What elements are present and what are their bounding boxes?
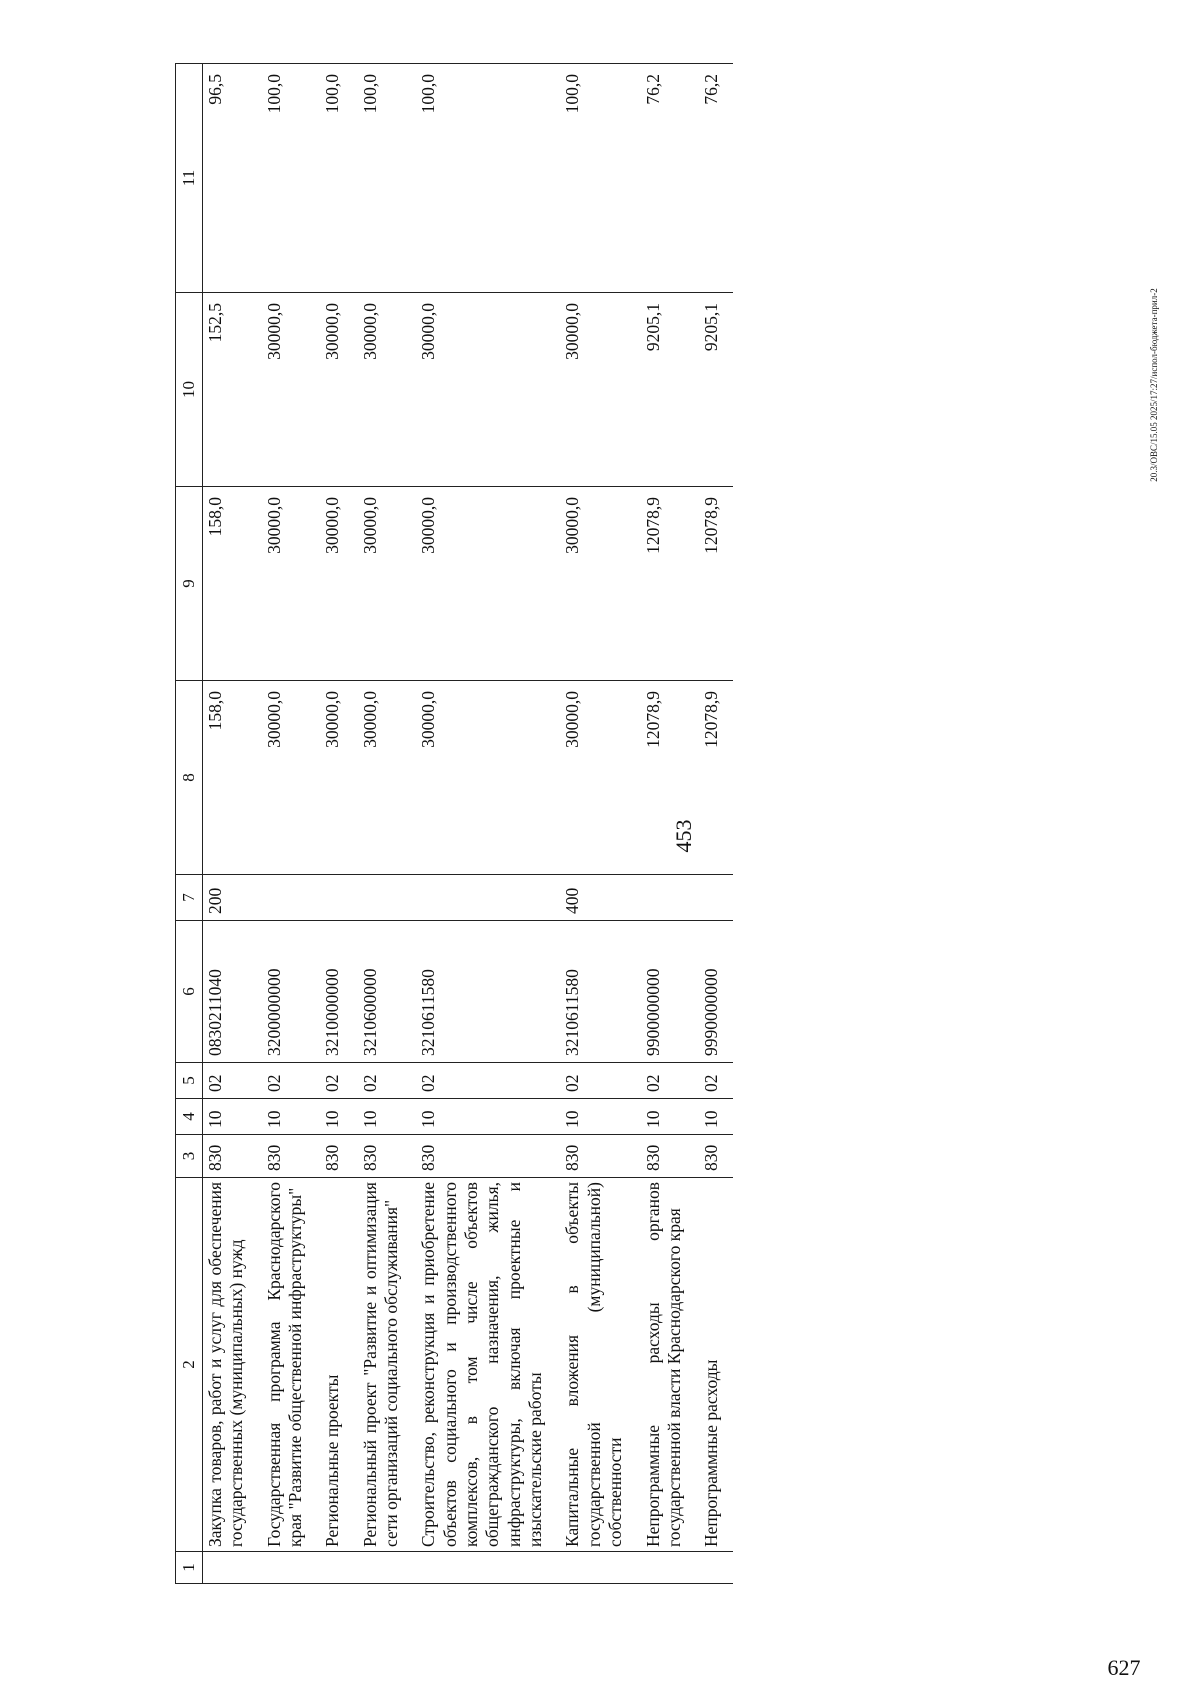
table-cell-col-8: 30000,0 (316, 681, 353, 875)
table-cell-col-5: 02 (316, 1063, 353, 1099)
table-header-row (176, 64, 203, 1584)
table-cell-col-9: 30000,0 (354, 487, 413, 681)
table-cell-col-1 (637, 1552, 696, 1584)
table-cell-col-10: 30000,0 (354, 293, 413, 487)
table-row (556, 64, 636, 1584)
table-cell-col-2: Государственная программа Краснодарского края "Развитие общественной инфраструктуры" (258, 1178, 317, 1552)
table-cell-col-5: 02 (354, 1063, 413, 1099)
table-cell-col-11: 100,0 (316, 64, 353, 293)
table-cell-col-6: 3210611580 (556, 921, 636, 1063)
table-cell-col-4: 10 (258, 1099, 317, 1135)
table-cell-col-11: 96,5 (203, 64, 258, 293)
table-cell-col-4: 10 (316, 1099, 353, 1135)
table-cell-col-7 (316, 875, 353, 921)
table-cell-col-7 (258, 875, 317, 921)
table-cell-col-8: 12078,9 (637, 681, 696, 875)
table-cell-col-4: 10 (637, 1099, 696, 1135)
table-cell-col-5: 02 (258, 1063, 317, 1099)
table-cell-col-3: 830 (203, 1135, 258, 1178)
table-cell-col-2: Строительство, реконструкция и приобретение объектов социального и производственного комплексов, в том числе объектов общегражданского назначения, жилья, инфраструктуры, включая проектные и изыскательские работы (412, 1178, 556, 1552)
table-cell-col-7 (412, 875, 556, 921)
table-cell-col-3: 830 (695, 1135, 732, 1178)
table-cell-col-4: 10 (695, 1099, 732, 1135)
table-cell-col-10: 30000,0 (412, 293, 556, 487)
table-cell-col-5: 02 (695, 1063, 732, 1099)
table-row (258, 64, 317, 1584)
table-cell-col-9: 30000,0 (258, 487, 317, 681)
table-cell-col-8: 30000,0 (412, 681, 556, 875)
column-header-6: 6 (176, 921, 203, 1063)
column-header-1: 1 (176, 1552, 203, 1584)
table-cell-col-1 (412, 1552, 556, 1584)
table-row (316, 64, 353, 1584)
table-cell-col-11: 100,0 (354, 64, 413, 293)
table-cell-col-9: 12078,9 (637, 487, 696, 681)
table-cell-col-7 (695, 875, 732, 921)
table-row (354, 64, 413, 1584)
table-cell-col-2: Непрограммные расходы органов государственной власти Краснодарского края (637, 1178, 696, 1552)
table-cell-col-1 (556, 1552, 636, 1584)
table-cell-col-4: 10 (556, 1099, 636, 1135)
column-header-4: 4 (176, 1099, 203, 1135)
table-row (412, 64, 556, 1584)
table-cell-col-1 (354, 1552, 413, 1584)
column-header-8: 8 (176, 681, 203, 875)
table-cell-col-6: 0830211040 (203, 921, 258, 1063)
table-cell-col-3: 830 (258, 1135, 317, 1178)
table-cell-col-3: 830 (354, 1135, 413, 1178)
table-cell-col-2: Региональные проекты (316, 1178, 353, 1552)
page-number-bottom: 627 (1107, 1655, 1141, 1680)
table-cell-col-7 (637, 875, 696, 921)
table-cell-col-4: 10 (203, 1099, 258, 1135)
table-cell-col-8: 30000,0 (556, 681, 636, 875)
table-cell-col-2: Региональный проект "Развитие и оптимизация сети организаций социального обслуживания" (354, 1178, 413, 1552)
table-cell-col-3: 830 (316, 1135, 353, 1178)
budget-table (175, 63, 733, 1584)
table-cell-col-10: 9205,1 (637, 293, 696, 487)
table-cell-col-6: 9990000000 (695, 921, 732, 1063)
table-cell-col-10: 30000,0 (258, 293, 317, 487)
table-cell-col-8: 30000,0 (258, 681, 317, 875)
table-cell-col-1 (316, 1552, 353, 1584)
table-cell-col-4: 10 (412, 1099, 556, 1135)
table-cell-col-9: 30000,0 (556, 487, 636, 681)
budget-table-container (175, 64, 1075, 1584)
column-header-2: 2 (176, 1178, 203, 1552)
table-cell-col-1 (203, 1552, 258, 1584)
table-cell-col-6: 3210000000 (316, 921, 353, 1063)
table-cell-col-6: 3200000000 (258, 921, 317, 1063)
table-cell-col-11: 100,0 (556, 64, 636, 293)
column-header-3: 3 (176, 1135, 203, 1178)
table-cell-col-5: 02 (203, 1063, 258, 1099)
table-cell-col-10: 30000,0 (316, 293, 353, 487)
table-row (637, 64, 696, 1584)
column-header-5: 5 (176, 1063, 203, 1099)
table-cell-col-1 (258, 1552, 317, 1584)
column-header-9: 9 (176, 487, 203, 681)
footer-document-code: 20.3/ОВС/15.05 2025/17:27/испол-бюджета-прил-2 (1149, 288, 1159, 482)
table-cell-col-7 (354, 875, 413, 921)
table-cell-col-9: 30000,0 (316, 487, 353, 681)
table-cell-col-3: 830 (637, 1135, 696, 1178)
table-cell-col-6: 3210611580 (412, 921, 556, 1063)
table-cell-col-2: Закупка товаров, работ и услуг для обеспечения государственных (муниципальных) нужд (203, 1178, 258, 1552)
table-cell-col-5: 02 (412, 1063, 556, 1099)
table-cell-col-3: 830 (412, 1135, 556, 1178)
table-cell-col-8: 158,0 (203, 681, 258, 875)
table-cell-col-4: 10 (354, 1099, 413, 1135)
column-header-11: 11 (176, 64, 203, 293)
table-cell-col-10: 30000,0 (556, 293, 636, 487)
table-cell-col-6: 9900000000 (637, 921, 696, 1063)
table-cell-col-9: 158,0 (203, 487, 258, 681)
table-cell-col-11: 100,0 (258, 64, 317, 293)
table-cell-col-9: 30000,0 (412, 487, 556, 681)
table-cell-col-10: 152,5 (203, 293, 258, 487)
page-number-top: 453 (671, 819, 696, 853)
table-cell-col-3: 830 (556, 1135, 636, 1178)
table-cell-col-8: 30000,0 (354, 681, 413, 875)
table-cell-col-7: 400 (556, 875, 636, 921)
table-cell-col-1 (695, 1552, 732, 1584)
table-cell-col-5: 02 (556, 1063, 636, 1099)
table-cell-col-8: 12078,9 (695, 681, 732, 875)
table-cell-col-5: 02 (637, 1063, 696, 1099)
table-cell-col-2: Непрограммные расходы (695, 1178, 732, 1552)
table-cell-col-11: 76,2 (637, 64, 696, 293)
table-cell-col-11: 76,2 (695, 64, 732, 293)
table-cell-col-7: 200 (203, 875, 258, 921)
table-cell-col-11: 100,0 (412, 64, 556, 293)
table-row (203, 64, 258, 1584)
table-row (695, 64, 732, 1584)
column-header-10: 10 (176, 293, 203, 487)
column-header-7: 7 (176, 875, 203, 921)
table-cell-col-9: 12078,9 (695, 487, 732, 681)
table-cell-col-2: Капитальные вложения в объекты государственной (муниципальной) собственности (556, 1178, 636, 1552)
table-cell-col-10: 9205,1 (695, 293, 732, 487)
table-cell-col-6: 3210600000 (354, 921, 413, 1063)
